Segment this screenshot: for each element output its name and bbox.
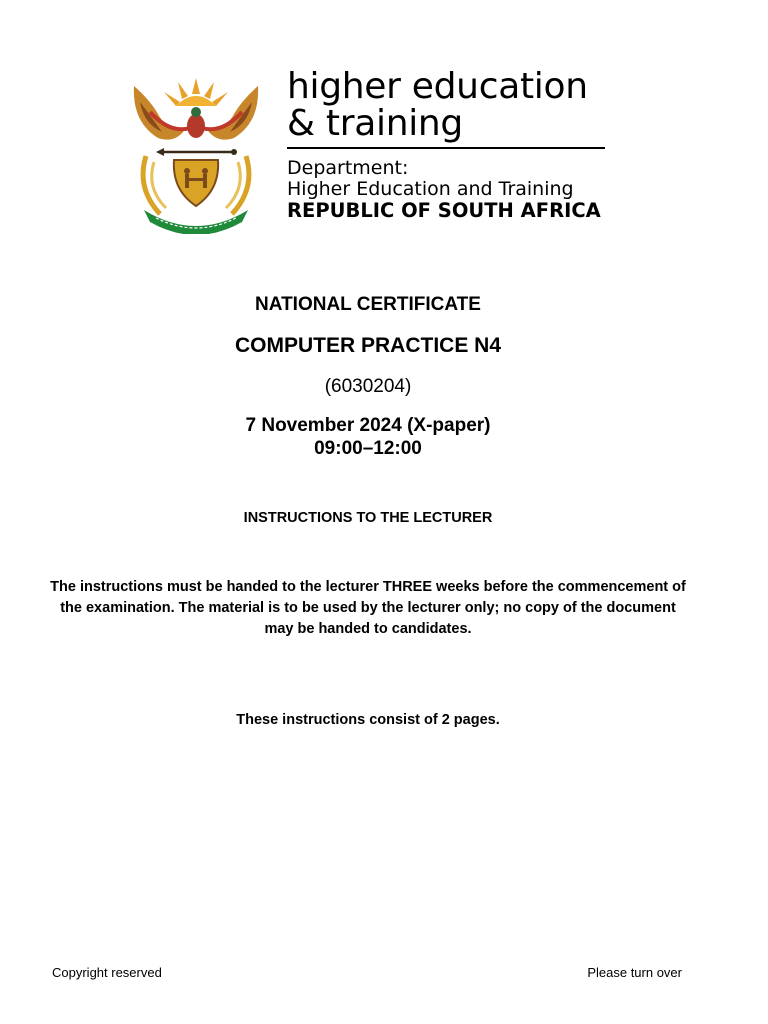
department-brand (287, 68, 607, 221)
exam-date: 7 November 2024 (X-paper) (245, 415, 491, 436)
footer-turn-over: Please turn over (587, 965, 682, 980)
sun-rays-icon (164, 78, 228, 106)
coat-of-arms-icon (130, 72, 262, 234)
exam-time: 09:00–12:00 (314, 438, 422, 459)
footer-copyright: Copyright reserved (52, 965, 162, 980)
brand-line-higher-education: higher education (287, 66, 588, 107)
brand-line-training: & training (287, 103, 463, 144)
subject-title: COMPUTER PRACTICE N4 (234, 334, 502, 357)
pages-note: These instructions consist of 2 pages. (236, 712, 500, 728)
department-name: Higher Education and Training (287, 178, 574, 200)
subject-code: (6030204) (324, 376, 412, 397)
department-label: Department: (287, 157, 409, 179)
certificate-title: NATIONAL CERTIFICATE (255, 294, 481, 315)
instructions-heading: INSTRUCTIONS TO THE LECTURER (243, 510, 493, 526)
country-name: REPUBLIC OF SOUTH AFRICA (287, 199, 601, 222)
instructions-paragraph: The instructions must be handed to the lecturer THREE weeks before the commencement of the examination. The material is to be used by the lecturer only; no copy of the document may be handed to candidates. (50, 579, 686, 637)
brand-divider (287, 147, 605, 149)
